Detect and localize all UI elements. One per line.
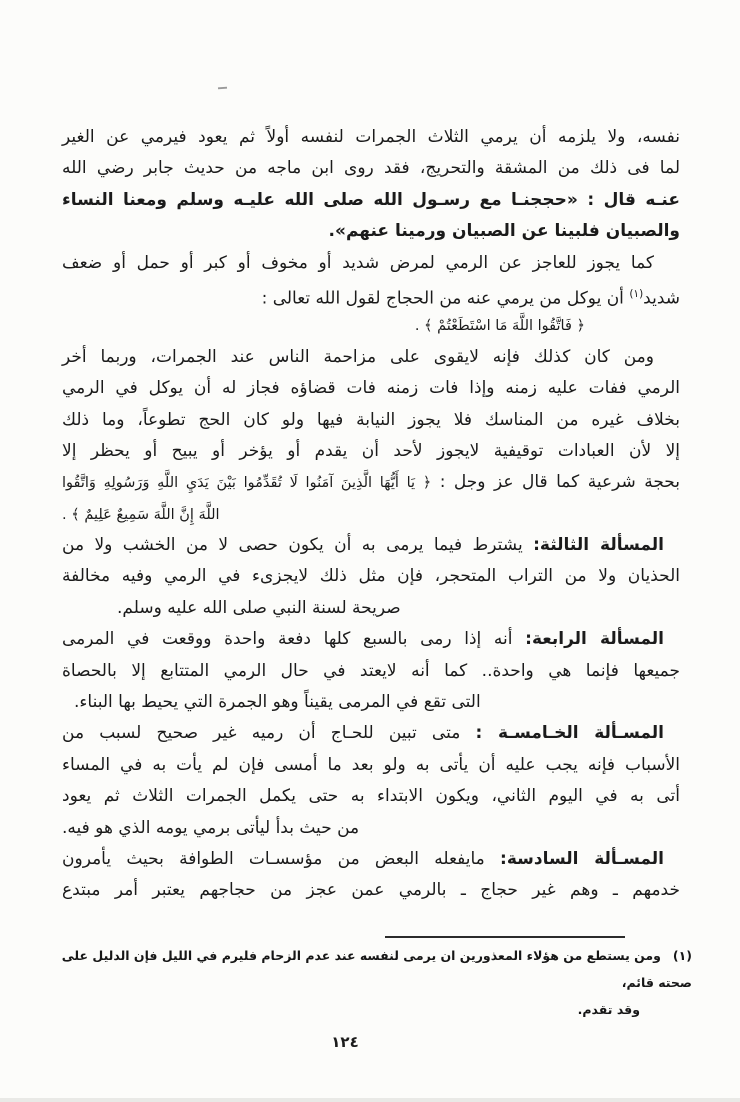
body-text: الرمي ففات عليه زمنه وإذا فات زمنه فات قضاؤه فجاز له أن يوكل في الرمي (62, 378, 680, 399)
body-text: يشترط فيما يرمى به أن يكون حصى لا من الخشب ولا من (62, 535, 534, 556)
body-text: التى تقع في المرمى يقيناً وهو الجمرة التي يحيط بها البناء. (74, 692, 481, 713)
body-text: إلا لأن العبادات توقيفية لايجوز لأحد أن يقدم أو يؤخر أو يبيح أو يحظر إلا (62, 440, 680, 461)
text-line (62, 718, 680, 749)
text-line (62, 185, 680, 216)
bold-text: المسـألة السادسة: (500, 848, 665, 869)
body-text: الأسباب فإنه يجب عليه أن يأتى به ولو بعد ما أمسى فإن لم يأت به في المساء (62, 754, 680, 775)
text-line (62, 153, 680, 184)
body-text: بحجة شرعية كما قال عز وجل : (431, 472, 680, 493)
footnote-line (52, 942, 692, 996)
text-line (62, 781, 680, 812)
footnote-text: ومن يستطع من هؤلاء المعذورين ان يرمى لنفسه عند عدم الزحام فليرم في الليل فإن الدليل على صحته قائم، (61, 948, 692, 990)
bold-text: المسألة الثالثة: (533, 535, 664, 556)
text-line (62, 687, 680, 718)
scan-edge-artifact (0, 1098, 740, 1102)
body-text: جميعها فإنما هي واحدة.. كما أنه لايعتد في حال الرمي المتتابع إلا بالحصاة (62, 660, 680, 681)
body-text: كما يجوز للعاجز عن الرمي لمرض شديد أو مخوف أو كبر أو حمل أو ضعف (62, 252, 654, 273)
body-text: مايفعله البعض من مؤسسـات الطوافة بحيث يأمرون (62, 848, 501, 869)
quran-text: ﴿ يَا أَيُّهَا الَّذِينَ آمَنُوا لَا تُقَدِّمُوا بَيْنَ يَدَيِ اللَّهِ وَرَسُولِهِ وَاتَّقُوا (62, 475, 432, 492)
text-line (62, 405, 680, 436)
quran-verse-line (62, 499, 680, 530)
body-text: من حيث بدأ ليأتى برمي يومه الذي هو فيه. (62, 817, 360, 838)
main-text (62, 122, 680, 907)
body-text: أنه إذا رمى بالسبع كلها دفعة واحدة ووقعت في المرمى (62, 629, 526, 650)
text-line (62, 624, 680, 655)
body-text: صريحة لسنة النبي صلى الله عليه وسلم. (117, 597, 401, 618)
footnote-text: وقد تقدم. (577, 1002, 640, 1017)
bold-text: والصبيان فلبينا عن الصبيان ورمينا عنهم». (328, 221, 680, 242)
body-text: أن يوكل من يرمي عنه من الحجاج لقول الله تعالى : (261, 288, 630, 309)
body-text: خدمهم ـ وهم غير حجاج ـ بالرمي عمن عجز من حجاجهم يعتبر أمر مبتدع (62, 880, 680, 901)
footnote (52, 942, 692, 1023)
body-text: بخلاف غيره من المناسك فلا يجوز النيابة فيها ولو كان الحج تطوعاً، وما ذلك (62, 409, 680, 430)
text-line (62, 248, 680, 279)
text-line (62, 593, 680, 624)
text-line (62, 279, 680, 310)
text-line (62, 844, 680, 875)
body-text: الحذيان ولا من التراب المتحجر، فإن مثل ذلك لايجزىء في الرمي وفيه مخالفة (62, 566, 680, 587)
quran-text: ﴿ فَاتَّقُوا اللَّهَ مَا اسْتَطَعْتُمْ ﴾ . (414, 318, 585, 335)
body-text: أتى به في اليوم الثاني، ويكون الابتداء به حتى يكمل الجمرات الثلاث ثم يعود (62, 786, 680, 807)
text-line (62, 530, 680, 561)
quran-verse-line (62, 310, 680, 341)
bold-text: عنـه قال : «حججنـا مع رسـول الله صلى الله عليـه وسلم ومعنا النساء (62, 189, 680, 210)
text-line (62, 875, 680, 906)
text-line (62, 813, 680, 844)
text-line (62, 373, 680, 404)
body-text: نفسه، ولا يلزمه أن يرمي الثلاث الجمرات لنفسه أولاً ثم يعود فيرمي عن الغير (62, 127, 680, 147)
quran-text: اللَّهَ إِنَّ اللَّهَ سَمِيعٌ عَلِيمٌ ﴾ . (62, 506, 220, 523)
text-line (62, 750, 680, 781)
quran-verse-line (62, 467, 680, 498)
text-line (62, 436, 680, 467)
body-text: ومن كان كذلك فإنه لايقوى على مزاحمة الناس عند الجمرات، وربما أخر (62, 346, 654, 367)
scan-artifact (218, 87, 227, 90)
footnote-marker: (١) (672, 948, 692, 963)
footnote-line (52, 996, 692, 1023)
text-line (62, 216, 680, 247)
body-text: متى تبين للحـاج أن رميه غير صحيح لسبب من (62, 723, 476, 744)
footnote-reference: (١) (629, 287, 644, 300)
bold-text: المسألة الرابعة: (525, 629, 665, 650)
bold-text: المسـألة الخـامسـة : (475, 723, 665, 744)
text-line (62, 342, 680, 373)
page-number: ١٢٤ (331, 1033, 359, 1051)
text-line (62, 122, 680, 153)
body-text: شديد (643, 288, 680, 309)
text-line (62, 656, 680, 687)
footnote-divider (385, 936, 625, 938)
text-line (62, 561, 680, 592)
body-text: لما فى ذلك من المشقة والتحريج، فقد روى ابن ماجه من حديث جابر رضي الله (62, 158, 680, 179)
